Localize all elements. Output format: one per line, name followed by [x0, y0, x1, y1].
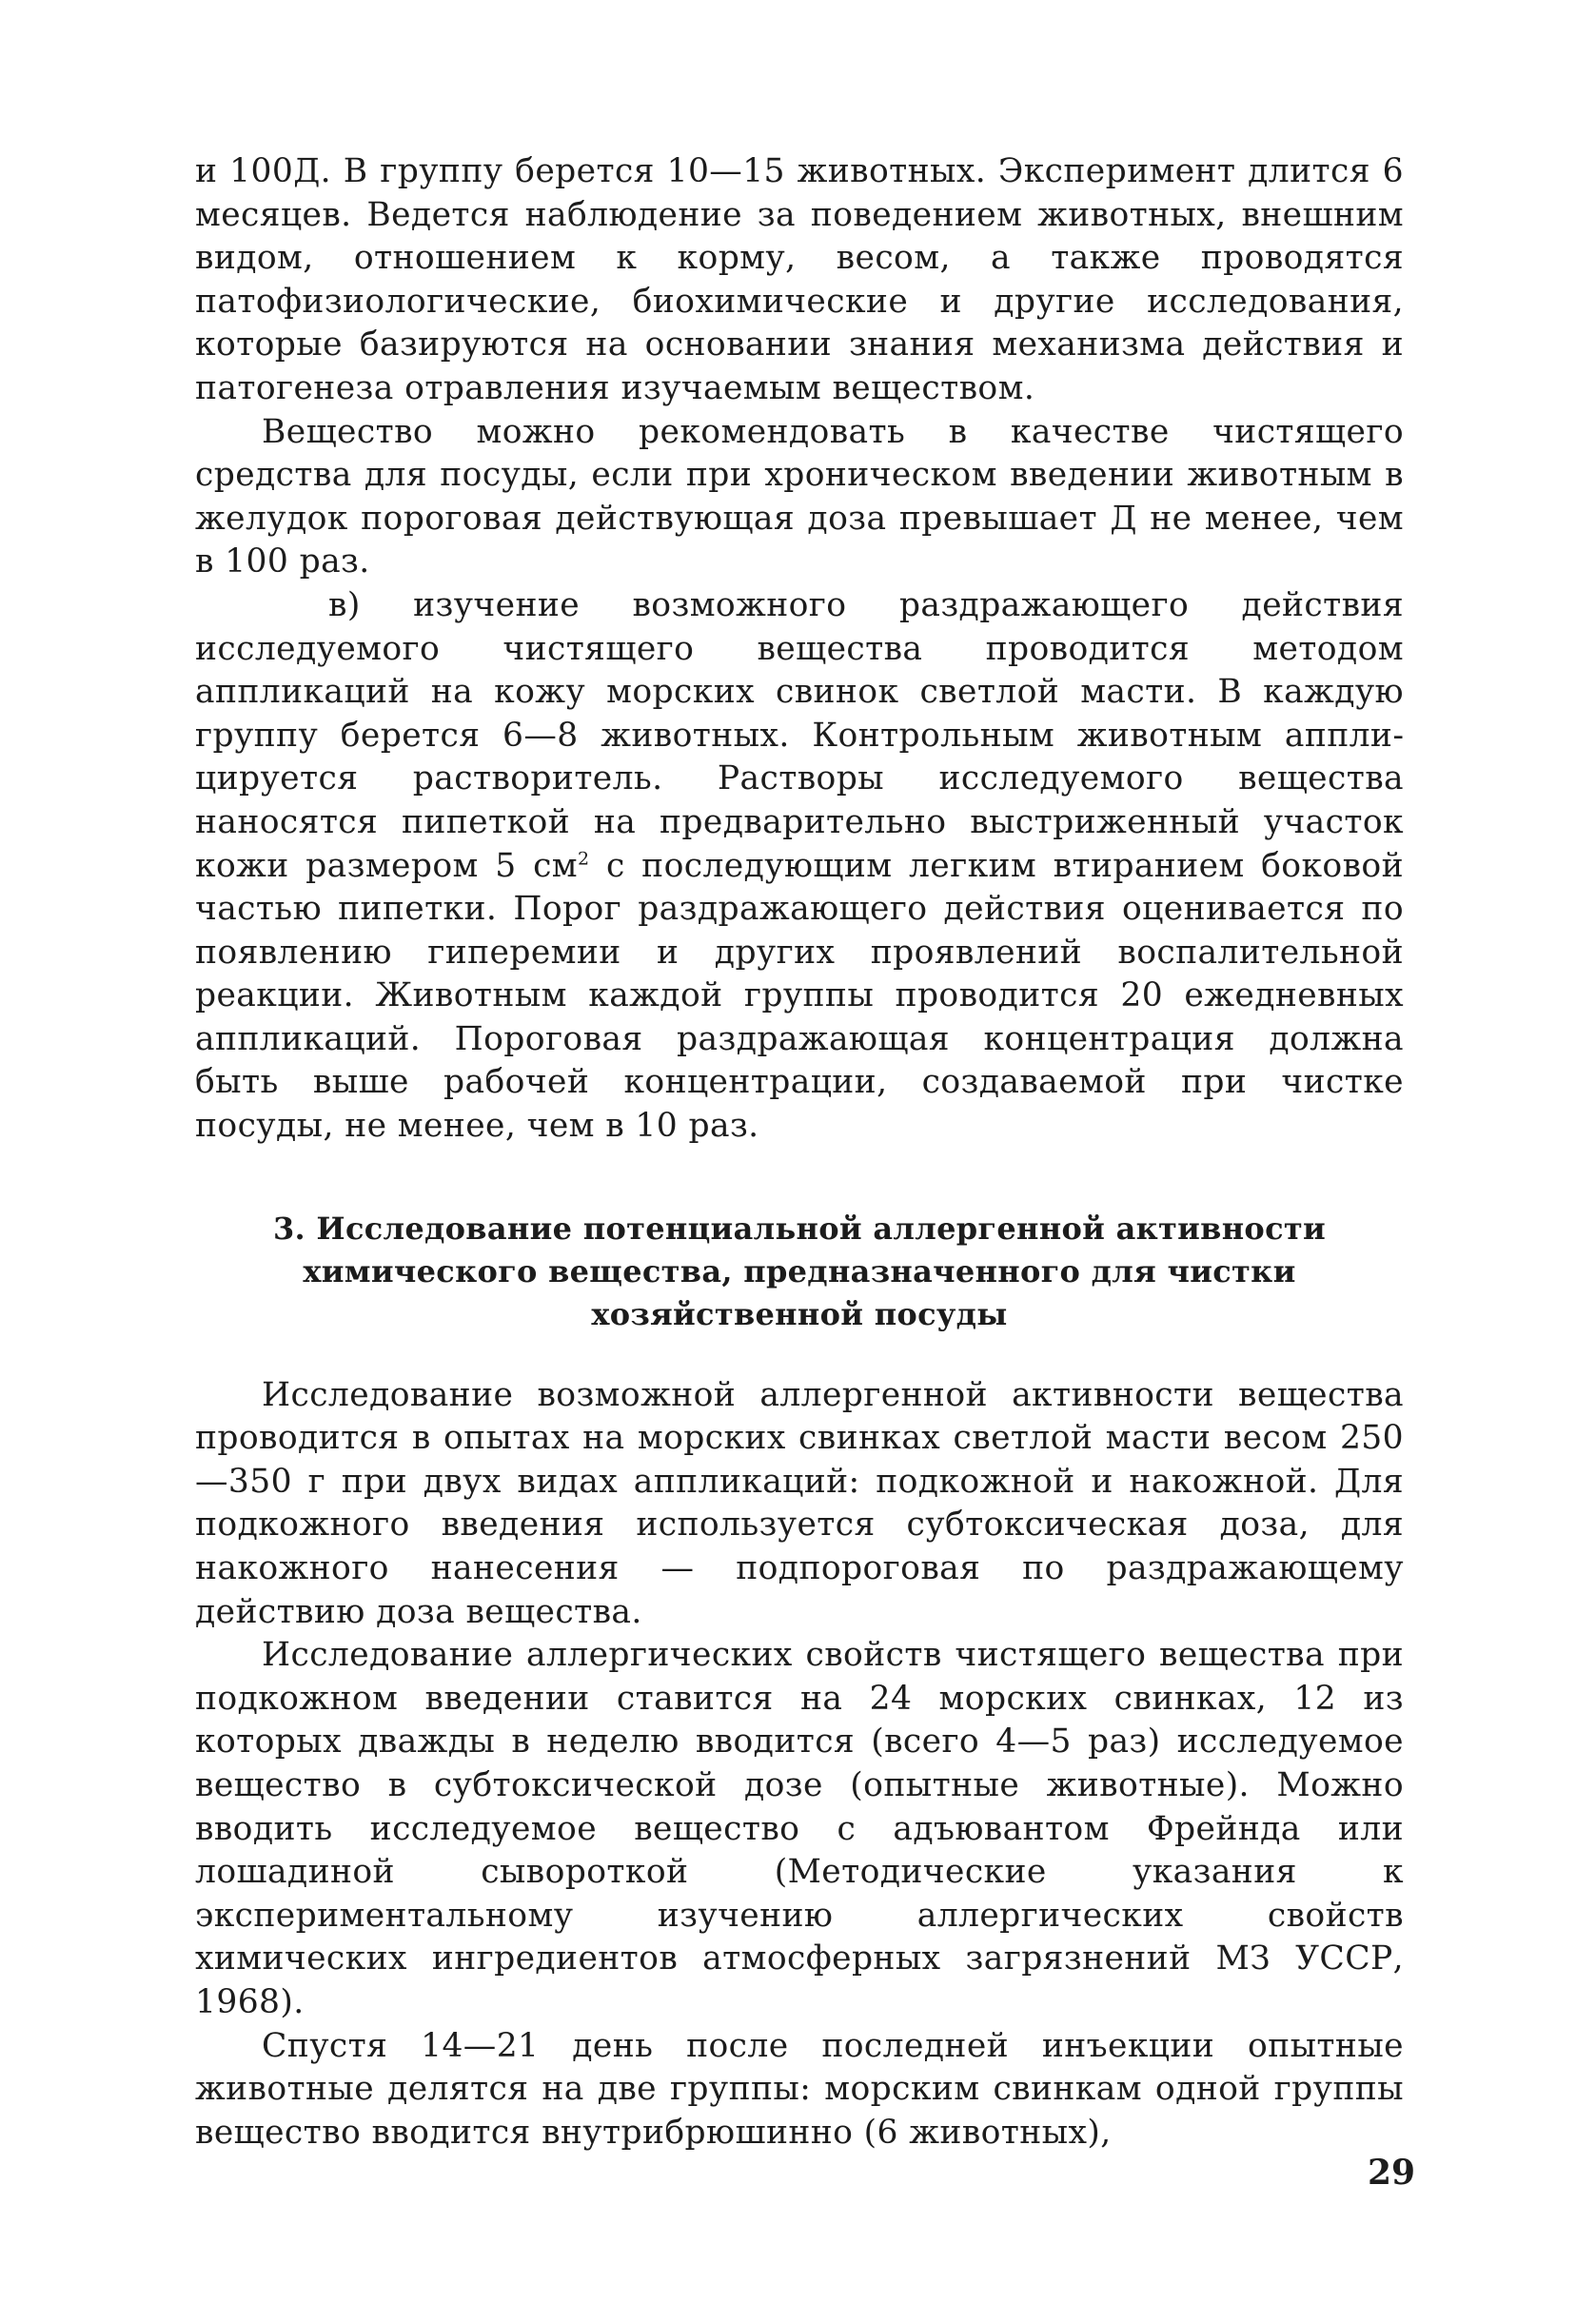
paragraph-irritation-study: [195, 584, 1404, 1149]
irritation-text-part-1: в) изучение возможного раздражающего действия исследуемого чистящего вещества проводится методом аппликаций на кожу морских свинок светлой масти. В каждую группу берется 6—8 животных. Контрольным животным апплицируется растворитель. Растворы исследуемого вещества наносятся пипеткой на предварительно выстриженный участок кожи размером 5 см: [195, 585, 1404, 885]
superscript-2: 2: [578, 848, 590, 869]
paragraph-after-injection: Спустя 14—21 день после последней инъекции опытные животные делятся на две группы: морским свинкам одной группы вещество вводится внутрибрюшинно (6 животных),: [195, 2026, 1404, 2152]
paragraph-recommendation: Вещество можно рекомендовать в качестве чистящего средства для посуды, если при хроническом введении животным в желудок пороговая действующая доза превышает Д не менее, чем в 100 раз.: [195, 412, 1404, 581]
irritation-text-part-2: с последующим легким втиранием боковой частью пипетки. Порог раздражающего действия оценивается по появлению гиперемии и других проявлений воспалительной реакции. Животным каждой группы проводится 20 ежедневных аппликаций. Пороговая раздражающая концентрация должна быть выше рабочей концентрации, создаваемой при чистке посуды, не менее, чем в 10 раз.: [195, 846, 1404, 1146]
page-body: [195, 150, 1404, 2155]
section-heading: 3. Исследование потенциальной аллергенной активности химического вещества, предназначенного для чистки хозяйственной посуды: [272, 1210, 1327, 1332]
paragraph-subcutaneous: Исследование аллергических свойств чистящего вещества при подкожном введении ставится на 24 морских свинках, 12 из которых дважды в неделю вводится (всего 4—5 раз) исследуемое вещество в субтоксической дозе (опытные животные). Можно вводить исследуемое вещество с адъювантом Фрейнда или лошадиной сывороткой (Методические указания к экспериментальному изучению аллергических свойств химических ингредиентов атмосферных загрязнений МЗ УССР, 1968).: [195, 1636, 1404, 2021]
paragraph-chronic-experiment: и 100Д. В группу берется 10—15 животных. Эксперимент длится 6 месяцев. Ведется наблюдение за поведением животных, внешним видом, отношением к корму, весом, а также проводятся патофизиологические, биохимические и другие исследования, которые базируются на основании знания механизма действия и патогенеза отравления изучаемым веществом.: [195, 152, 1404, 407]
paragraph-allergen-study: Исследование возможной аллергенной активности вещества проводится в опытах на морских свинках светлой масти весом 250—350 г при двух видах аппликаций: подкожной и накожной. Для подкожного введения используется субтоксическая доза, для накожного нанесения — подпороговая по раздражающему действию доза вещества.: [195, 1375, 1404, 1631]
page-number: 29: [1368, 2153, 1416, 2193]
